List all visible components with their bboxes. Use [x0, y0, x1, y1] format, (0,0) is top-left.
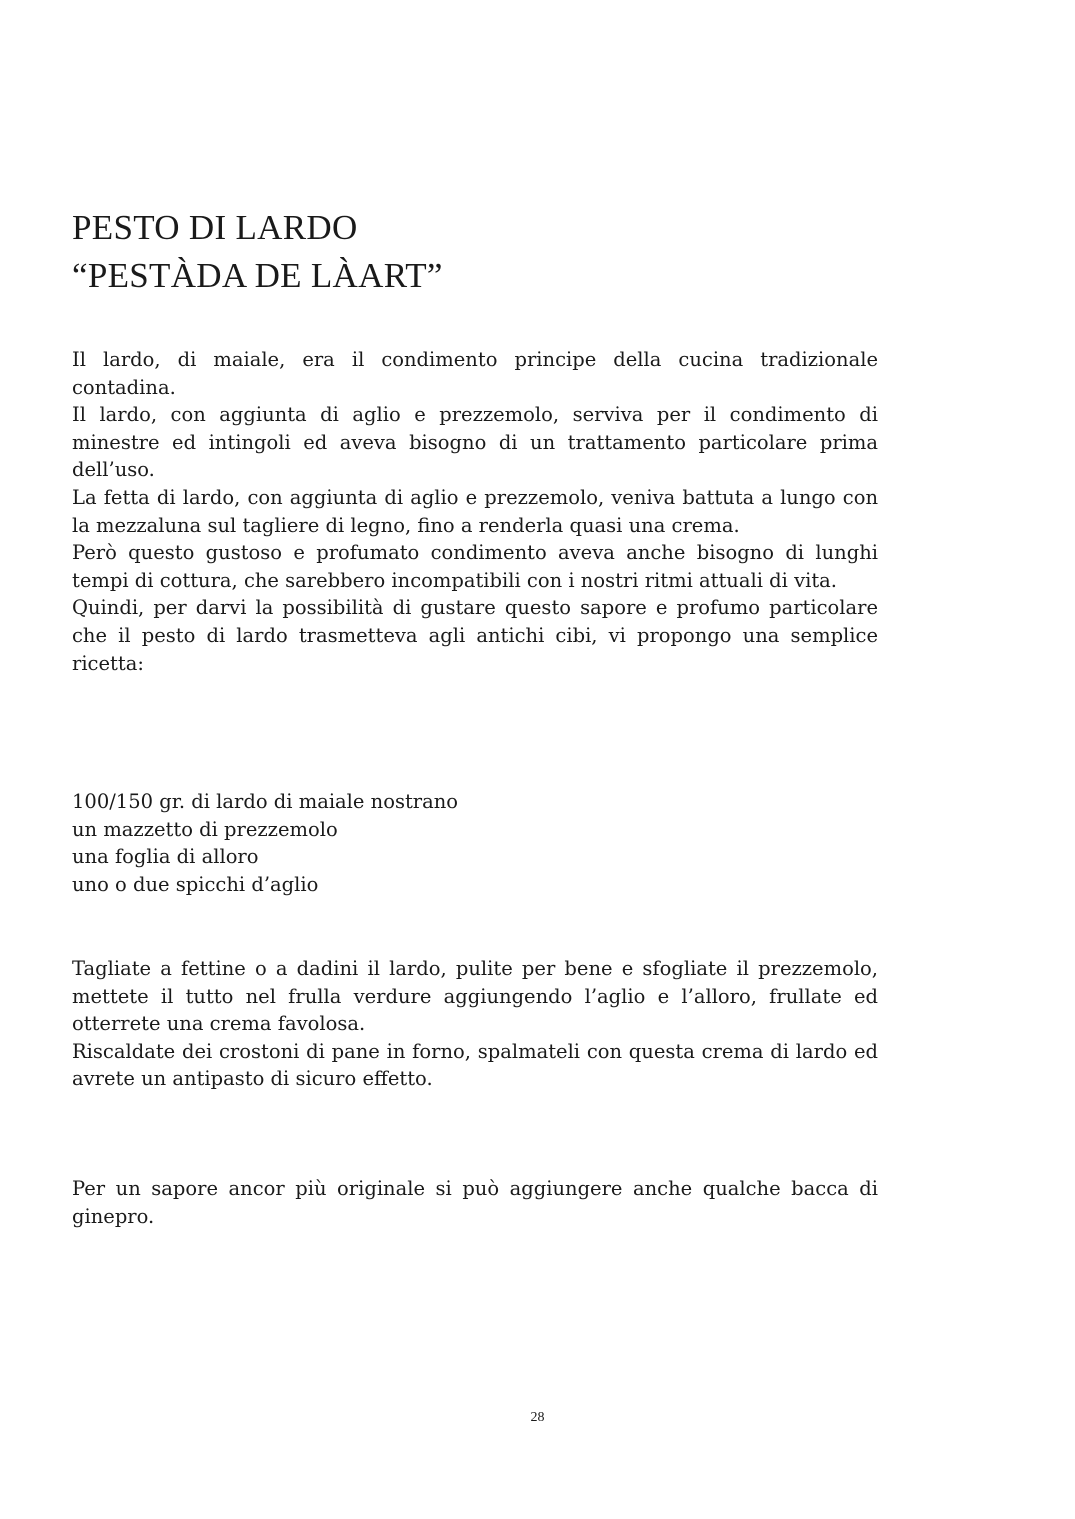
ingredient-item: un mazzetto di prezzemolo — [72, 817, 338, 841]
method-paragraph: Tagliate a fettine o a dadini il lardo, pulite per bene e sfogliate il prezzemolo, mettete il tutto nel frulla verdure aggiungendo l’aglio e l’alloro, frullate ed otterrete una crema favolosa. — [72, 957, 878, 1036]
intro-section — [72, 346, 878, 677]
ingredient-item: uno o due spicchi d’aglio — [72, 872, 319, 896]
page-number: 28 — [530, 1410, 545, 1425]
note-section — [72, 1175, 878, 1230]
page-title — [72, 204, 892, 300]
ingredients-list — [72, 788, 878, 898]
title-line-dialect: “PESTÀDA DE LÀART” — [72, 256, 443, 295]
intro-paragraph: Però questo gustoso e profumato condimento aveva anche bisogno di lunghi tempi di cottura, che sarebbero incompatibili con i nostri ritmi attuali di vita. — [72, 541, 878, 592]
method-section — [72, 955, 878, 1093]
note-paragraph: Per un sapore ancor più originale si può aggiungere anche qualche bacca di ginepro. — [72, 1177, 878, 1228]
intro-paragraph: Il lardo, di maiale, era il condimento principe della cucina tradizionale contadina. — [72, 348, 878, 399]
intro-paragraph: La fetta di lardo, con aggiunta di aglio e prezzemolo, veniva battuta a lungo con la mezzaluna sul tagliere di legno, fino a renderla quasi una crema. — [72, 485, 878, 537]
ingredient-item: 100/150 gr. di lardo di maiale nostrano — [72, 790, 459, 813]
intro-paragraph: Il lardo, con aggiunta di aglio e prezzemolo, serviva per il condimento di minestre ed intingoli ed aveva bisogno di un trattamento particolare prima dell’uso. — [72, 403, 878, 482]
ingredient-item: una foglia di alloro — [72, 845, 259, 869]
title-line-italian: PESTO DI LARDO — [72, 208, 358, 247]
intro-paragraph: Quindi, per darvi la possibilità di gustare questo sapore e profumo particolare che il pesto di lardo trasmetteva agli antichi cibi, vi propongo una semplice ricetta: — [72, 596, 878, 675]
method-paragraph: Riscaldate dei crostoni di pane in forno, spalmateli con questa crema di lardo ed avrete un antipasto di sicuro effetto. — [72, 1039, 878, 1091]
